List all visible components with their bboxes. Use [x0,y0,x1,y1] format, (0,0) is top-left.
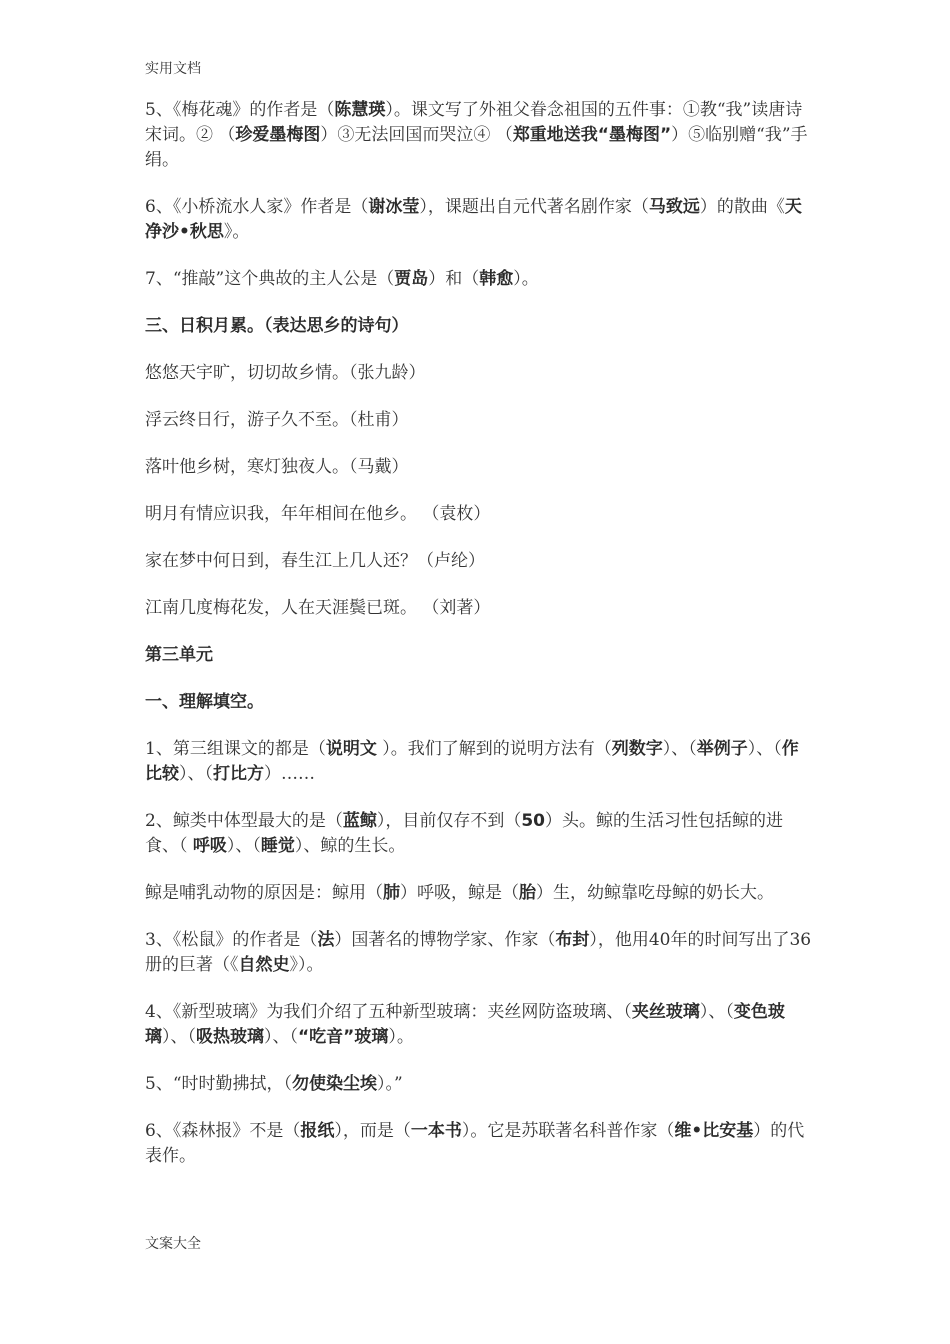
page-header: 实用文档 [145,61,201,77]
answer-text: 勿使染尘埃 [292,1074,378,1094]
paragraph [145,361,813,386]
answer-text: 作比较 [145,739,799,784]
paragraph [145,455,813,480]
text-segment: ）…… [264,764,315,784]
answer-text: 说明文 [325,739,377,759]
answer-text: 蓝鲸 [342,811,377,831]
text-segment: ）⑤临别赠“我”手绢。 [145,125,808,170]
answer-text: 肺 [383,883,400,903]
text-segment: 》。 [223,222,250,242]
text-segment: ），目前仅存不到（ [376,811,522,831]
text-segment: 1、第三组课文的都是（ [145,739,326,759]
text-segment: 7、“推敲”这个典故的主人公是（ [145,269,395,289]
answer-text: 三、日积月累。（表达思乡的诗句） [145,316,409,336]
text-segment: ）③无法回国而哭泣④ （ [320,125,513,145]
answer-text: 维•比安基 [674,1121,754,1141]
paragraph [145,881,813,906]
text-segment: 落叶他乡树，寒灯独夜人。（马戴） [145,457,409,477]
text-segment: 江南几度梅花发，人在天涯鬓已斑。 （刘著） [145,598,491,618]
text-segment: ），课题出自元代著名剧作家（ [419,197,649,217]
answer-text: 贾岛 [394,269,429,289]
section-heading [145,690,813,715]
text-segment: 4、《新型玻璃》为我们介绍了五种新型玻璃：夹丝网防盗玻璃、（ [145,1002,632,1022]
text-segment: 3、《松鼠》的作者是（ [145,930,318,950]
document-body [145,98,813,1191]
text-segment: ），而是（ [334,1121,411,1141]
text-segment: ）呼吸，鲸是（ [400,883,519,903]
text-segment: ）和（ [428,269,480,289]
answer-text: 第三单元 [145,645,213,665]
text-segment: ）、（ [264,1027,298,1047]
answer-text: 一、理解填空。 [145,692,264,712]
paragraph [145,549,813,574]
paragraph [145,928,813,978]
answer-text: 自然史 [238,955,290,975]
answer-text: 列数字 [611,739,663,759]
text-segment: 浮云终日行，游子久不至。（杜甫） [145,410,409,430]
text-segment: ）、（ [747,739,782,759]
text-segment: ）。” [377,1074,403,1094]
answer-text: 打比方 [213,764,264,784]
paragraph [145,502,813,527]
text-segment: ）、（ [699,1002,734,1022]
answer-text: 呼吸 [192,836,227,856]
text-segment: ）的散曲《 [699,197,785,217]
answer-text: 50 [521,811,545,831]
text-segment: 2、鲸类中体型最大的是（ [145,811,343,831]
answer-text: 变色玻璃 [145,1002,785,1047]
answer-text: “吃音”玻璃 [298,1027,389,1047]
paragraph [145,1000,813,1050]
text-segment: ），他用40年的时间写出了36册的巨著（《 [145,930,812,975]
paragraph [145,408,813,433]
paragraph [145,596,813,621]
text-segment: ）、（ [226,836,261,856]
paragraph [145,737,813,787]
text-segment: ）、（ [179,764,213,784]
section-heading [145,643,813,668]
answer-text: 布封 [555,930,590,950]
text-segment: 5、《梅花魂》的作者是（ [145,100,335,120]
text-segment: ）。我们了解到的说明方法有（ [376,739,612,759]
text-segment: 明月有情应识我，年年相间在他乡。 （袁枚） [145,504,491,524]
answer-text: 珍爱墨梅图 [235,125,321,145]
text-segment: 6、《小桥流水人家》作者是（ [145,197,369,217]
text-segment: ）生，幼鲸靠吃母鲸的奶长大。 [536,883,774,903]
answer-text: 睡觉 [260,836,295,856]
answer-text: 一本书 [410,1121,462,1141]
answer-text: 报纸 [300,1121,335,1141]
paragraph [145,195,813,245]
text-segment: ）。 [513,269,539,289]
paragraph [145,267,813,292]
answer-text: 郑重地送我“墨梅图” [512,125,672,145]
answer-text: 夹丝玻璃 [631,1002,700,1022]
page-footer: 文案大全 [145,1236,201,1252]
paragraph [145,809,813,859]
text-segment: ）、（ [662,739,697,759]
text-segment: ）。 [388,1027,414,1047]
answer-text: 陈慧瑛 [334,100,386,120]
text-segment: ）、鲸的生长。 [294,836,406,856]
text-segment: ）国著名的博物学家、作家（ [334,930,556,950]
answer-text: 韩愈 [479,269,514,289]
text-segment: 家在梦中何日到，春生江上几人还？（卢纶） [145,551,485,571]
text-segment: ）。它是苏联著名科普作家（ [461,1121,675,1141]
section-heading [145,314,813,339]
text-segment: 5、“时时勤拂拭，（ [145,1074,293,1094]
answer-text: 举例子 [696,739,748,759]
answer-text: 谢冰莹 [368,197,420,217]
answer-text: 胎 [519,883,536,903]
paragraph [145,1119,813,1169]
paragraph [145,1072,813,1097]
text-segment: 悠悠天宇旷，切切故乡情。（张九龄） [145,363,426,383]
text-segment: ）、（ [162,1027,196,1047]
text-segment: ）的代表作。 [145,1121,805,1166]
answer-text: 吸热玻璃 [196,1027,264,1047]
text-segment: ）头。鲸的生活习性包括鲸的进食、（ [145,811,783,856]
text-segment: ）。课文写了外祖父眷念祖国的五件事：①教“我”读唐诗宋词。② （ [145,100,803,145]
text-segment: 》）。 [289,955,324,975]
paragraph [145,98,813,173]
answer-text: 天净沙•秋思 [145,197,802,242]
text-segment: 鲸是哺乳动物的原因是：鲸用（ [145,883,383,903]
answer-text: 马致远 [648,197,700,217]
answer-text: 法 [317,930,335,950]
text-segment: 6、《森林报》不是（ [145,1121,301,1141]
